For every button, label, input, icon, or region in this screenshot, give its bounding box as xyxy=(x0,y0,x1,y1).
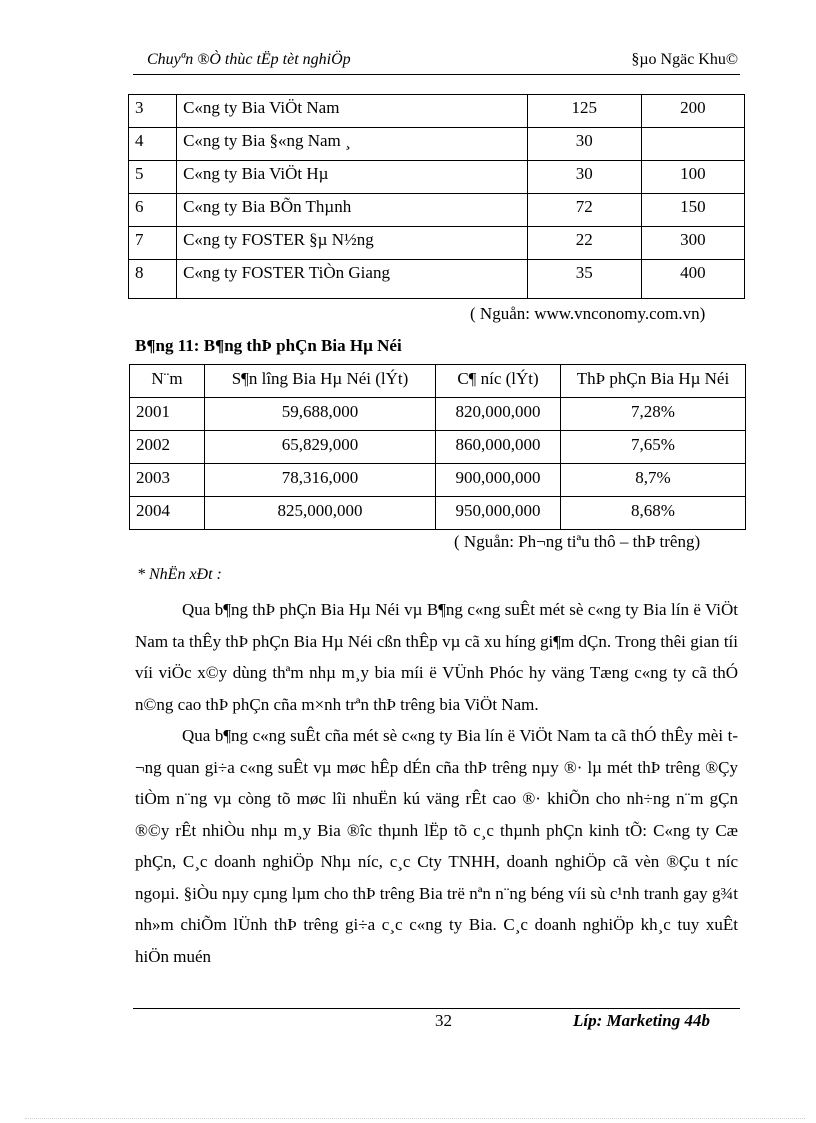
table-cell: 7,65% xyxy=(561,431,746,464)
table-cell: 8,68% xyxy=(561,497,746,530)
table-cell: 6 xyxy=(129,194,177,227)
table-cell: 100 xyxy=(641,161,744,194)
table-cell: 825,000,000 xyxy=(205,497,436,530)
footer-class-label: Líp: Marketing 44b xyxy=(573,1011,710,1030)
table-cell: 30 xyxy=(527,161,641,194)
table-row xyxy=(129,128,745,161)
table-cell: 35 xyxy=(527,260,641,299)
table-cell: 7 xyxy=(129,227,177,260)
table-cell: 820,000,000 xyxy=(436,398,561,431)
table-row xyxy=(129,161,745,194)
table-cell: 950,000,000 xyxy=(436,497,561,530)
table-cell: 150 xyxy=(641,194,744,227)
table-cell: 4 xyxy=(129,128,177,161)
table-cell: 2001 xyxy=(130,398,205,431)
paragraph: Qua b¶ng c«ng suÊt cña mét sè c«ng ty Bia lín ë ViÖt Nam ta cã thÓ thÊy mèi t¬ng quan gi÷a c«ng suÊt vµ møc hÊp dÉn cña thÞ trêng nµy ®· lµ mét thÞ trêng ®Çy tiÒm n¨ng vµ còng tõ møc lîi nhuËn kú väng rÊt cao ®· khiÕn cho nh÷ng n¨m gÇn ®©y rÊt nhiÒu nhµ m¸y Bia ®îc thµnh lËp tõ c¸c thµnh phÇn kinh tÕ: C«ng ty Cæ phÇn, C¸c doanh nghiÖp Nhµ níc, c¸c Cty TNHH, doanh nghiÖp cã vèn ®Çu t níc ngoµi. §iÒu nµy cµng lµm cho thÞ trêng Bia trë nªn n¨ng béng víi sù c¹nh tranh gay g¾t nh»m chiÕm lÜnh thÞ trêng gi÷a c¸c c«ng ty Bia. C¸c doanh nghiÖp kh¸c tuy xuÊt hiÖn muén xyxy=(135,726,738,966)
table-cell: C«ng ty Bia BÕn Thµnh xyxy=(177,194,528,227)
footer-divider xyxy=(133,1008,740,1009)
table-cell: 200 xyxy=(641,95,744,128)
table-cell: 2004 xyxy=(130,497,205,530)
paragraph: Qua b¶ng thÞ phÇn Bia Hµ Néi vµ B¶ng c«ng suÊt mét sè c«ng ty Bia lín ë ViÖt Nam ta thÊy thÞ phÇn Bia Hµ Néi cßn thÊp vµ cã xu híng gi¶m dÇn. Trong thêi gian tíi víi viÖc x©y dùng thªm nhµ m¸y bia míi ë VÜnh Phóc hy väng Tæng c«ng ty cã thÓ n©ng cao thÞ phÇn cña m×nh trªn thÞ trêng bia ViÖt Nam. xyxy=(135,600,738,714)
table-row xyxy=(130,464,746,497)
page-edge-divider xyxy=(25,1118,805,1119)
remark-label: * NhËn xÐt : xyxy=(137,566,222,583)
table-row xyxy=(130,398,746,431)
table-cell: C«ng ty FOSTER TiÒn Giang xyxy=(177,260,528,299)
table-cell: 2002 xyxy=(130,431,205,464)
column-header: C¶ níc (lÝt) xyxy=(436,365,561,398)
table-cell: 900,000,000 xyxy=(436,464,561,497)
table-cell: 860,000,000 xyxy=(436,431,561,464)
column-header: S¶n lîng Bia Hµ Néi (lÝt) xyxy=(205,365,436,398)
table-cell: 8,7% xyxy=(561,464,746,497)
table-cell: C«ng ty Bia ViÖt Hµ xyxy=(177,161,528,194)
table-cell: 400 xyxy=(641,260,744,299)
table1-source: ( Nguån: www.vnconomy.com.vn) xyxy=(470,304,706,323)
table-row xyxy=(129,95,745,128)
table-cell: 8 xyxy=(129,260,177,299)
table-cell: 30 xyxy=(527,128,641,161)
table-cell: 5 xyxy=(129,161,177,194)
table-row xyxy=(129,227,745,260)
header-left-text: Chuyªn ®Ò thùc tËp tèt nghiÖp xyxy=(147,51,351,68)
table-header-row xyxy=(130,365,746,398)
table2-title: B¶ng 11: B¶ng thÞ phÇn Bia Hµ Néi xyxy=(135,336,402,355)
page-number: 32 xyxy=(435,1011,452,1030)
table-cell: 7,28% xyxy=(561,398,746,431)
column-header: N¨m xyxy=(130,365,205,398)
table-cell xyxy=(641,128,744,161)
table-cell: 3 xyxy=(129,95,177,128)
table-cell: 59,688,000 xyxy=(205,398,436,431)
table-row xyxy=(130,431,746,464)
market-share-table xyxy=(129,364,746,530)
table-cell: 2003 xyxy=(130,464,205,497)
table-cell: 72 xyxy=(527,194,641,227)
capacity-table xyxy=(128,94,745,299)
table-cell: C«ng ty FOSTER §µ N½ng xyxy=(177,227,528,260)
header-right-text: §µo Ngäc Khu© xyxy=(631,51,738,68)
table-cell: 22 xyxy=(527,227,641,260)
table-row xyxy=(130,497,746,530)
table-row xyxy=(129,260,745,299)
body-text xyxy=(135,594,738,972)
table-cell: 78,316,000 xyxy=(205,464,436,497)
table-cell: 125 xyxy=(527,95,641,128)
column-header: ThÞ phÇn Bia Hµ Néi xyxy=(561,365,746,398)
table-cell: 300 xyxy=(641,227,744,260)
page-header xyxy=(133,48,740,75)
table2-source: ( Nguån: Ph¬ng tiªu thô – thÞ trêng) xyxy=(454,532,701,551)
table-cell: 65,829,000 xyxy=(205,431,436,464)
table-cell: C«ng ty Bia §«ng Nam ¸ xyxy=(177,128,528,161)
table-row xyxy=(129,194,745,227)
table-cell: C«ng ty Bia ViÖt Nam xyxy=(177,95,528,128)
